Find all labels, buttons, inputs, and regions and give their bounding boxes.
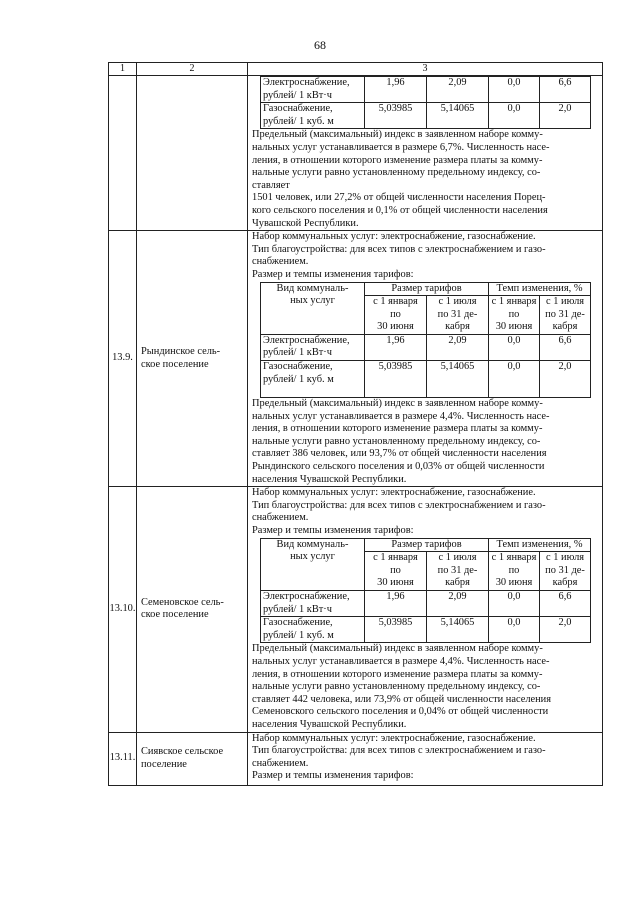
rate-h2: 6,6 (540, 334, 591, 360)
rate-h1: 0,0 (489, 334, 540, 360)
row-number: 13.9. (112, 352, 133, 364)
header-text: кабря (552, 321, 578, 333)
service-kind-header (261, 282, 365, 334)
text-line: населения Чувашской Республики. (252, 473, 407, 485)
index-text (252, 643, 598, 731)
column-number: 3 (248, 63, 603, 76)
text-line: ления, в отношении которого изменение размера платы за комму- (252, 423, 543, 435)
tariff-h2: 5,14065 (427, 103, 489, 129)
rate-h2: 6,6 (540, 77, 591, 103)
improvement-type: Тип благоустройства: для всех типов с электроснабжением и газо- (252, 499, 546, 511)
tariff-table (260, 538, 591, 644)
period-header (365, 552, 427, 591)
text-line: Предельный (максимальный) индекс в заявленном наборе комму- (252, 129, 543, 141)
tariff-h2: 5,14065 (427, 617, 489, 643)
tariff-table (260, 76, 591, 129)
tariff-row (261, 77, 591, 103)
text-line: ставляет 442 человека, или 73,9% от общей численности населения (252, 693, 552, 705)
row-content-cell (248, 76, 603, 231)
header-text: по (390, 308, 401, 320)
header-text: кабря (445, 577, 470, 589)
tariff-table (260, 282, 591, 399)
settlement-name: ское поселение (141, 358, 209, 370)
row-content-cell (248, 231, 603, 487)
table-row (109, 76, 603, 231)
tariff-size-header: Размер тарифов (365, 282, 489, 296)
tariff-h1: 5,03985 (365, 103, 427, 129)
text-line: ления, в отношении которого изменение размера платы за комму- (252, 668, 543, 680)
service-unit: рублей/ 1 куб. м (263, 373, 334, 385)
settlement-name-cell (137, 231, 248, 487)
text-line: ставляет 386 человек, или 93,7% от общей численности населения (252, 448, 547, 460)
text-line: Предельный (максимальный) индекс в заявленном наборе комму- (252, 398, 543, 410)
tariff-h1: 1,96 (365, 77, 427, 103)
header-text: с 1 июля (546, 296, 585, 308)
settlement-name: Рындинское сель- (141, 346, 221, 358)
header-text: Вид коммуналь- (276, 282, 349, 294)
header-text: с 1 июля (438, 296, 477, 308)
service-unit: рублей/ 1 кВт·ч (263, 347, 332, 359)
service-name-cell (261, 103, 365, 129)
period-header (540, 296, 591, 335)
rate-h1: 0,0 (489, 361, 540, 398)
tariff-h1: 1,96 (365, 334, 427, 360)
header-text: с 1 января (373, 552, 418, 564)
rate-h1: 0,0 (489, 103, 540, 129)
row-number-cell (109, 732, 137, 785)
service-name: Электроснабжение, (263, 334, 350, 346)
table-row (109, 487, 603, 732)
tariff-header-row (261, 282, 591, 296)
row-content-cell (248, 732, 603, 785)
text-line: Чувашской Республики. (252, 217, 359, 229)
period-header (540, 552, 591, 591)
tariff-h2: 5,14065 (427, 361, 489, 398)
service-unit: рублей/ 1 кВт·ч (263, 89, 332, 101)
settlement-name: Семеновское сель- (141, 596, 224, 608)
column-number: 2 (137, 63, 248, 76)
period-header (489, 552, 540, 591)
period-header (427, 552, 489, 591)
period-header (365, 296, 427, 335)
row-content-cell (248, 487, 603, 732)
settlement-name-cell (137, 487, 248, 732)
text-line: 1501 человек, или 27,2% от общей численности населения Порец- (252, 192, 546, 204)
service-name-cell (261, 361, 365, 398)
service-name: Газоснабжение, (263, 361, 333, 373)
tariff-h1: 5,03985 (365, 617, 427, 643)
period-header (427, 296, 489, 335)
period-header (489, 296, 540, 335)
row-number-cell (109, 76, 137, 231)
rate-h1: 0,0 (489, 77, 540, 103)
header-text: 30 июня (377, 321, 414, 333)
settlement-name-cell (137, 76, 248, 231)
header-text: с 1 января (373, 296, 418, 308)
tariff-header-row (261, 538, 591, 552)
tariff-h1: 5,03985 (365, 361, 427, 398)
header-text: по 31 де- (545, 564, 585, 576)
column-numbers-row (109, 63, 603, 76)
header-text: 30 июня (377, 577, 414, 589)
header-text: по (508, 308, 520, 320)
text-line: нальных услуг устанавливается в размере 6,7%. Численность насе- (252, 141, 550, 153)
tariff-size-header: Размер тарифов (365, 538, 489, 552)
row-number-cell (109, 487, 137, 732)
text-line: нальных услуг устанавливается в размере 4,4%. Численность насе- (252, 655, 550, 667)
text-line: ставляет (252, 179, 290, 191)
text-line: нальных услуг устанавливается в размере 4,4%. Численность насе- (252, 410, 550, 422)
tariff-h1: 1,96 (365, 590, 427, 616)
rate-h2: 6,6 (540, 590, 591, 616)
services-set: Набор коммунальных услуг: электроснабжение, газоснабжение. (252, 487, 536, 499)
improvement-type: снабжением. (252, 512, 309, 524)
rate-header: Темп изменения, % (489, 282, 591, 296)
row-number-cell (109, 231, 137, 487)
header-text: по 31 де- (437, 308, 478, 320)
service-name: Газоснабжение, (263, 103, 333, 115)
index-text (252, 398, 598, 486)
spacer (252, 783, 598, 785)
tariff-row (261, 617, 591, 643)
text-line: населения Чувашской Республики. (252, 718, 407, 730)
column-number: 1 (109, 63, 137, 76)
header-text: кабря (445, 321, 470, 333)
table-row (109, 732, 603, 785)
header-text: с 1 июля (438, 552, 477, 564)
service-name-cell (261, 590, 365, 616)
service-unit: рублей/ 1 куб. м (263, 115, 334, 127)
services-set: Набор коммунальных услуг: электроснабжение, газоснабжение. (252, 231, 536, 243)
page-number: 68 (314, 38, 326, 52)
text-line: Рындинского сельского поселения и 0,03% от общей численности (252, 461, 545, 473)
improvement-type: снабжением. (252, 256, 309, 268)
rate-h2: 2,0 (540, 617, 591, 643)
service-name: Электроснабжение, (263, 77, 350, 88)
settlement-name: Сиявское сельское (141, 746, 224, 758)
settlement-name: ское поселение (141, 609, 209, 621)
service-unit: рублей/ 1 куб. м (263, 629, 334, 641)
service-kind-header (261, 538, 365, 590)
header-text: 30 июня (495, 577, 533, 589)
row-number: 13.10. (109, 603, 136, 615)
header-text: по 31 де- (545, 308, 585, 320)
rate-header: Темп изменения, % (489, 538, 591, 552)
tariff-row (261, 361, 591, 398)
header-text: с 1 июля (546, 552, 585, 564)
index-text (252, 129, 598, 230)
tariffs-caption: Размер и темпы изменения тарифов: (252, 268, 414, 280)
tariffs-caption: Размер и темпы изменения тарифов: (252, 525, 414, 536)
header-text: по (390, 564, 401, 576)
text-line: Предельный (максимальный) индекс в заявленном наборе комму- (252, 643, 543, 655)
text-line: Семеновского сельского поселения и 0,04% от общей численности (252, 706, 549, 718)
services-set: Набор коммунальных услуг: электроснабжение, газоснабжение. (252, 732, 536, 744)
tariff-row (261, 590, 591, 616)
rate-h1: 0,0 (489, 590, 540, 616)
rate-h2: 2,0 (540, 361, 591, 398)
header-text: кабря (552, 577, 578, 589)
text-line: нальные услуги равно установленному предельному индексу, со- (252, 435, 541, 447)
header-text: по (508, 564, 520, 576)
service-unit: рублей/ 1 кВт·ч (263, 603, 332, 615)
municipality-table (108, 62, 603, 786)
header-text: с 1 января (491, 552, 537, 564)
service-name-cell (261, 617, 365, 643)
text-line: ления, в отношении которого изменение размера платы за комму- (252, 154, 543, 166)
tariff-h2: 2,09 (427, 590, 489, 616)
tariff-row (261, 334, 591, 360)
settlement-name: поселение (141, 758, 187, 770)
header-text: 30 июня (495, 321, 533, 333)
improvement-type: снабжением. (252, 757, 309, 769)
row-number: 13.11. (109, 752, 136, 764)
service-name-cell (261, 334, 365, 360)
header-text: по 31 де- (437, 564, 478, 576)
header-text: ных услуг (290, 295, 335, 307)
service-name: Электроснабжение, (263, 590, 350, 602)
header-text: Вид коммуналь- (276, 538, 349, 550)
service-name: Газоснабжение, (263, 617, 333, 629)
rate-h1: 0,0 (489, 617, 540, 643)
tariff-row (261, 103, 591, 129)
improvement-type: Тип благоустройства: для всех типов с электроснабжением и газо- (252, 745, 546, 757)
tariffs-caption: Размер и темпы изменения тарифов: (252, 770, 414, 782)
header-text: ных услуг (290, 551, 335, 563)
service-name-cell (261, 77, 365, 103)
rate-h2: 2,0 (540, 103, 591, 129)
text-line: нальные услуги равно установленному предельному индексу, со- (252, 167, 541, 179)
settlement-name-cell (137, 732, 248, 785)
text-line: нальные услуги равно установленному предельному индексу, со- (252, 681, 541, 693)
improvement-type: Тип благоустройства: для всех типов с электроснабжением и газо- (252, 243, 546, 255)
tariff-h2: 2,09 (427, 334, 489, 360)
text-line: кого сельского поселения и 0,1% от общей численности населения (252, 204, 548, 216)
header-text: с 1 января (491, 296, 537, 308)
table-row (109, 231, 603, 487)
tariff-h2: 2,09 (427, 77, 489, 103)
